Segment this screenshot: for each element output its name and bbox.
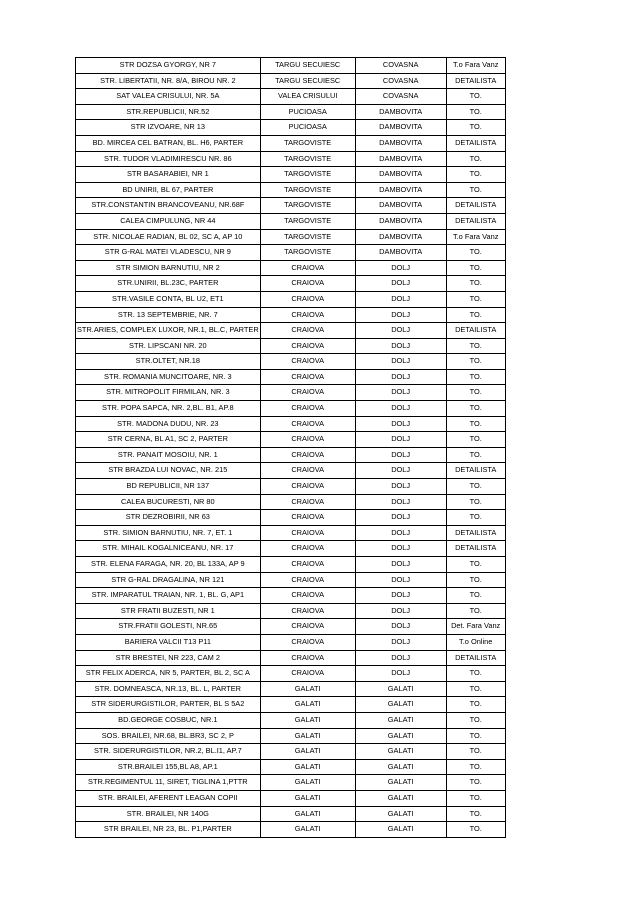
table-row — [76, 385, 506, 401]
type-cell: DETAILISTA — [446, 525, 505, 541]
type-cell: TO. — [446, 775, 505, 791]
city-cell: GALATI — [260, 728, 355, 744]
address-cell: STR DEZROBIRII, NR 63 — [76, 510, 261, 526]
city-cell: GALATI — [260, 712, 355, 728]
city-cell: CRAIOVA — [260, 276, 355, 292]
type-cell: TO. — [446, 401, 505, 417]
address-table — [75, 57, 506, 838]
table-row — [76, 759, 506, 775]
table-row — [76, 603, 506, 619]
address-cell: STR. MADONA DUDU, NR. 23 — [76, 416, 261, 432]
type-cell: TO. — [446, 447, 505, 463]
address-cell: STR.REGIMENTUL 11, SIRET, TIGLINA 1,PTTR — [76, 775, 261, 791]
table-row — [76, 557, 506, 573]
city-cell: CRAIOVA — [260, 634, 355, 650]
address-cell: STR. 13 SEPTEMBRIE, NR. 7 — [76, 307, 261, 323]
county-cell: DOLJ — [355, 401, 446, 417]
table-row — [76, 307, 506, 323]
county-cell: GALATI — [355, 790, 446, 806]
city-cell: CRAIOVA — [260, 338, 355, 354]
city-cell: TARGOVISTE — [260, 213, 355, 229]
table-row — [76, 260, 506, 276]
table-row — [76, 354, 506, 370]
address-cell: STR G-RAL MATEI VLADESCU, NR 9 — [76, 245, 261, 261]
table-row — [76, 276, 506, 292]
table-row — [76, 634, 506, 650]
county-cell: DAMBOVITA — [355, 120, 446, 136]
address-cell: STR. ELENA FARAGA, NR. 20, BL 133A, AP 9 — [76, 557, 261, 573]
address-cell: STR. SIDERURGISTILOR, NR.2, BL.I1, AP.7 — [76, 744, 261, 760]
table-row — [76, 588, 506, 604]
county-cell: COVASNA — [355, 73, 446, 89]
county-cell: DAMBOVITA — [355, 182, 446, 198]
address-cell: STR. PANAIT MOSOIU, NR. 1 — [76, 447, 261, 463]
table-row — [76, 447, 506, 463]
type-cell: TO. — [446, 182, 505, 198]
city-cell: CRAIOVA — [260, 572, 355, 588]
city-cell: VALEA CRISULUI — [260, 89, 355, 105]
county-cell: DOLJ — [355, 494, 446, 510]
type-cell: TO. — [446, 806, 505, 822]
county-cell: GALATI — [355, 744, 446, 760]
county-cell: DOLJ — [355, 385, 446, 401]
address-cell: STR BRESTEI, NR 223, CAM 2 — [76, 650, 261, 666]
table-row — [76, 806, 506, 822]
county-cell: GALATI — [355, 806, 446, 822]
type-cell: TO. — [446, 572, 505, 588]
county-cell: GALATI — [355, 822, 446, 838]
address-cell: STR. ROMANIA MUNCITOARE, NR. 3 — [76, 369, 261, 385]
county-cell: DOLJ — [355, 525, 446, 541]
county-cell: GALATI — [355, 697, 446, 713]
table-row — [76, 291, 506, 307]
county-cell: GALATI — [355, 775, 446, 791]
type-cell: DETAILISTA — [446, 323, 505, 339]
type-cell: DETAILISTA — [446, 541, 505, 557]
city-cell: PUCIOASA — [260, 120, 355, 136]
city-cell: GALATI — [260, 775, 355, 791]
county-cell: DOLJ — [355, 510, 446, 526]
county-cell: DOLJ — [355, 603, 446, 619]
city-cell: CRAIOVA — [260, 354, 355, 370]
type-cell: TO. — [446, 790, 505, 806]
table-row — [76, 120, 506, 136]
address-cell: STR BRAILEI, NR 23, BL. P1,PARTER — [76, 822, 261, 838]
county-cell: DOLJ — [355, 291, 446, 307]
table-row — [76, 494, 506, 510]
type-cell: TO. — [446, 120, 505, 136]
address-cell: STR.REPUBLICII, NR.52 — [76, 104, 261, 120]
type-cell: TO. — [446, 510, 505, 526]
address-cell: BD UNIRII, BL 67, PARTER — [76, 182, 261, 198]
type-cell: TO. — [446, 712, 505, 728]
table-body — [76, 58, 506, 838]
address-cell: STR SIDERURGISTILOR, PARTER, BL S 5A2 — [76, 697, 261, 713]
city-cell: GALATI — [260, 681, 355, 697]
county-cell: DOLJ — [355, 541, 446, 557]
city-cell: TARGOVISTE — [260, 229, 355, 245]
county-cell: DAMBOVITA — [355, 167, 446, 183]
table-row — [76, 712, 506, 728]
address-cell: STR.UNIRII, BL.23C, PARTER — [76, 276, 261, 292]
address-cell: BD REPUBLICII, NR 137 — [76, 479, 261, 495]
address-cell: STR.BRAILEI 155,BL A8, AP.1 — [76, 759, 261, 775]
city-cell: CRAIOVA — [260, 666, 355, 682]
city-cell: CRAIOVA — [260, 401, 355, 417]
table-row — [76, 229, 506, 245]
table-row — [76, 167, 506, 183]
address-cell: STR DOZSA GYORGY, NR 7 — [76, 58, 261, 74]
city-cell: CRAIOVA — [260, 323, 355, 339]
table-row — [76, 572, 506, 588]
type-cell: TO. — [446, 354, 505, 370]
county-cell: DOLJ — [355, 463, 446, 479]
table-row — [76, 213, 506, 229]
county-cell: DAMBOVITA — [355, 229, 446, 245]
city-cell: TARGOVISTE — [260, 135, 355, 151]
city-cell: CRAIOVA — [260, 525, 355, 541]
city-cell: CRAIOVA — [260, 291, 355, 307]
city-cell: CRAIOVA — [260, 416, 355, 432]
city-cell: CRAIOVA — [260, 494, 355, 510]
city-cell: GALATI — [260, 790, 355, 806]
address-cell: STR BASARABIEI, NR 1 — [76, 167, 261, 183]
table-row — [76, 135, 506, 151]
type-cell: TO. — [446, 291, 505, 307]
address-cell: STR.VASILE CONTA, BL U2, ET1 — [76, 291, 261, 307]
table-row — [76, 463, 506, 479]
type-cell: TO. — [446, 697, 505, 713]
county-cell: DOLJ — [355, 447, 446, 463]
type-cell: TO. — [446, 822, 505, 838]
address-cell: STR.FRATII GOLESTI, NR.65 — [76, 619, 261, 635]
address-cell: STR. POPA SAPCA, NR. 2,BL. B1, AP.8 — [76, 401, 261, 417]
type-cell: TO. — [446, 104, 505, 120]
address-cell: BARIERA VALCII T13 P11 — [76, 634, 261, 650]
city-cell: CRAIOVA — [260, 650, 355, 666]
type-cell: TO. — [446, 167, 505, 183]
city-cell: CRAIOVA — [260, 588, 355, 604]
city-cell: GALATI — [260, 822, 355, 838]
address-cell: SAT VALEA CRISULUI, NR. 5A — [76, 89, 261, 105]
table-row — [76, 245, 506, 261]
county-cell: DOLJ — [355, 572, 446, 588]
table-row — [76, 510, 506, 526]
address-cell: STR. TUDOR VLADIMIRESCU NR. 86 — [76, 151, 261, 167]
type-cell: TO. — [446, 479, 505, 495]
city-cell: CRAIOVA — [260, 260, 355, 276]
type-cell: DETAILISTA — [446, 213, 505, 229]
table-row — [76, 728, 506, 744]
county-cell: DOLJ — [355, 416, 446, 432]
address-cell: STR FELIX ADERCA, NR 5, PARTER, BL 2, SC A — [76, 666, 261, 682]
city-cell: CRAIOVA — [260, 369, 355, 385]
county-cell: GALATI — [355, 728, 446, 744]
table-row — [76, 416, 506, 432]
type-cell: DETAILISTA — [446, 198, 505, 214]
county-cell: DOLJ — [355, 588, 446, 604]
county-cell: DOLJ — [355, 634, 446, 650]
address-cell: BD. MIRCEA CEL BATRAN, BL. H6, PARTER — [76, 135, 261, 151]
table-row — [76, 338, 506, 354]
table-row — [76, 775, 506, 791]
city-cell: TARGOVISTE — [260, 182, 355, 198]
county-cell: GALATI — [355, 681, 446, 697]
address-cell: STR. BRAILEI, NR 140G — [76, 806, 261, 822]
type-cell: TO. — [446, 369, 505, 385]
city-cell: PUCIOASA — [260, 104, 355, 120]
type-cell: TO. — [446, 432, 505, 448]
type-cell: TO. — [446, 416, 505, 432]
county-cell: DAMBOVITA — [355, 104, 446, 120]
type-cell: DETAILISTA — [446, 73, 505, 89]
address-cell: CALEA BUCURESTI, NR 80 — [76, 494, 261, 510]
city-cell: CRAIOVA — [260, 307, 355, 323]
county-cell: DOLJ — [355, 338, 446, 354]
type-cell: T.o Fara Vanz — [446, 229, 505, 245]
table-row — [76, 58, 506, 74]
address-cell: CALEA CIMPULUNG, NR 44 — [76, 213, 261, 229]
type-cell: TO. — [446, 603, 505, 619]
type-cell: TO. — [446, 385, 505, 401]
type-cell: TO. — [446, 728, 505, 744]
address-cell: BD.GEORGE COSBUC, NR.1 — [76, 712, 261, 728]
city-cell: TARGOVISTE — [260, 198, 355, 214]
county-cell: DOLJ — [355, 369, 446, 385]
city-cell: CRAIOVA — [260, 432, 355, 448]
city-cell: CRAIOVA — [260, 447, 355, 463]
type-cell: DETAILISTA — [446, 135, 505, 151]
table-row — [76, 822, 506, 838]
county-cell: DAMBOVITA — [355, 245, 446, 261]
address-cell: STR.OLTET, NR.18 — [76, 354, 261, 370]
county-cell: DOLJ — [355, 354, 446, 370]
type-cell: TO. — [446, 307, 505, 323]
type-cell: Det. Fara Vanz — [446, 619, 505, 635]
table-row — [76, 151, 506, 167]
city-cell: GALATI — [260, 759, 355, 775]
city-cell: TARGOVISTE — [260, 245, 355, 261]
address-cell: STR IZVOARE, NR 13 — [76, 120, 261, 136]
address-cell: STR BRAZDA LUI NOVAC, NR. 215 — [76, 463, 261, 479]
table-row — [76, 479, 506, 495]
county-cell: DOLJ — [355, 307, 446, 323]
table-row — [76, 104, 506, 120]
table-row — [76, 681, 506, 697]
address-cell: STR SIMION BARNUTIU, NR 2 — [76, 260, 261, 276]
city-cell: TARGU SECUIESC — [260, 58, 355, 74]
county-cell: DOLJ — [355, 619, 446, 635]
type-cell: TO. — [446, 681, 505, 697]
table-row — [76, 666, 506, 682]
table-row — [76, 619, 506, 635]
city-cell: GALATI — [260, 697, 355, 713]
county-cell: COVASNA — [355, 89, 446, 105]
type-cell: TO. — [446, 744, 505, 760]
address-cell: STR. IMPARATUL TRAIAN, NR. 1, BL. G, AP1 — [76, 588, 261, 604]
type-cell: DETAILISTA — [446, 650, 505, 666]
county-cell: COVASNA — [355, 58, 446, 74]
county-cell: DAMBOVITA — [355, 198, 446, 214]
address-cell: STR. SIMION BARNUTIU, NR. 7, ET. 1 — [76, 525, 261, 541]
type-cell: TO. — [446, 260, 505, 276]
address-cell: STR CERNA, BL A1, SC 2, PARTER — [76, 432, 261, 448]
type-cell: DETAILISTA — [446, 463, 505, 479]
table-row — [76, 401, 506, 417]
type-cell: TO. — [446, 151, 505, 167]
city-cell: CRAIOVA — [260, 541, 355, 557]
city-cell: CRAIOVA — [260, 385, 355, 401]
county-cell: DOLJ — [355, 260, 446, 276]
county-cell: DOLJ — [355, 479, 446, 495]
address-cell: STR. NICOLAE RADIAN, BL 02, SC A, AP 10 — [76, 229, 261, 245]
county-cell: DOLJ — [355, 323, 446, 339]
city-cell: TARGU SECUIESC — [260, 73, 355, 89]
address-cell: STR.CONSTANTIN BRANCOVEANU, NR.68F — [76, 198, 261, 214]
address-cell: STR. DOMNEASCA, NR.13, BL. L, PARTER — [76, 681, 261, 697]
type-cell: TO. — [446, 494, 505, 510]
city-cell: CRAIOVA — [260, 557, 355, 573]
city-cell: CRAIOVA — [260, 479, 355, 495]
county-cell: DOLJ — [355, 666, 446, 682]
table-row — [76, 541, 506, 557]
address-cell: STR. LIPSCANI NR. 20 — [76, 338, 261, 354]
county-cell: DOLJ — [355, 432, 446, 448]
table-row — [76, 790, 506, 806]
city-cell: CRAIOVA — [260, 463, 355, 479]
county-cell: DAMBOVITA — [355, 213, 446, 229]
table-row — [76, 432, 506, 448]
city-cell: CRAIOVA — [260, 619, 355, 635]
table-row — [76, 650, 506, 666]
type-cell: T.o Fara Vanz — [446, 58, 505, 74]
table-row — [76, 525, 506, 541]
city-cell: CRAIOVA — [260, 510, 355, 526]
county-cell: GALATI — [355, 759, 446, 775]
county-cell: DOLJ — [355, 557, 446, 573]
city-cell: CRAIOVA — [260, 603, 355, 619]
county-cell: DOLJ — [355, 650, 446, 666]
address-cell: STR.ARIES, COMPLEX LUXOR, NR.1, BL.C, PARTER — [76, 323, 261, 339]
table-row — [76, 73, 506, 89]
address-cell: STR. MITROPOLIT FIRMILAN, NR. 3 — [76, 385, 261, 401]
table-row — [76, 198, 506, 214]
county-cell: DAMBOVITA — [355, 151, 446, 167]
type-cell: TO. — [446, 89, 505, 105]
type-cell: TO. — [446, 666, 505, 682]
address-cell: STR. BRAILEI, AFERENT LEAGAN COPII — [76, 790, 261, 806]
type-cell: TO. — [446, 759, 505, 775]
address-cell: STR. LIBERTATII, NR. 8/A, BIROU NR. 2 — [76, 73, 261, 89]
type-cell: T.o Online — [446, 634, 505, 650]
address-cell: STR. MIHAIL KOGALNICEANU, NR. 17 — [76, 541, 261, 557]
address-cell: STR FRATII BUZESTI, NR 1 — [76, 603, 261, 619]
table-row — [76, 369, 506, 385]
city-cell: TARGOVISTE — [260, 151, 355, 167]
city-cell: GALATI — [260, 744, 355, 760]
type-cell: TO. — [446, 588, 505, 604]
table-row — [76, 744, 506, 760]
type-cell: TO. — [446, 557, 505, 573]
table-row — [76, 89, 506, 105]
table-row — [76, 182, 506, 198]
table-row — [76, 323, 506, 339]
city-cell: TARGOVISTE — [260, 167, 355, 183]
county-cell: DOLJ — [355, 276, 446, 292]
address-cell: STR G-RAL DRAGALINA, NR 121 — [76, 572, 261, 588]
county-cell: DAMBOVITA — [355, 135, 446, 151]
type-cell: TO. — [446, 276, 505, 292]
table-row — [76, 697, 506, 713]
county-cell: GALATI — [355, 712, 446, 728]
city-cell: GALATI — [260, 806, 355, 822]
type-cell: TO. — [446, 245, 505, 261]
type-cell: TO. — [446, 338, 505, 354]
address-cell: SOS. BRAILEI, NR.68, BL.BR3, SC 2, P — [76, 728, 261, 744]
